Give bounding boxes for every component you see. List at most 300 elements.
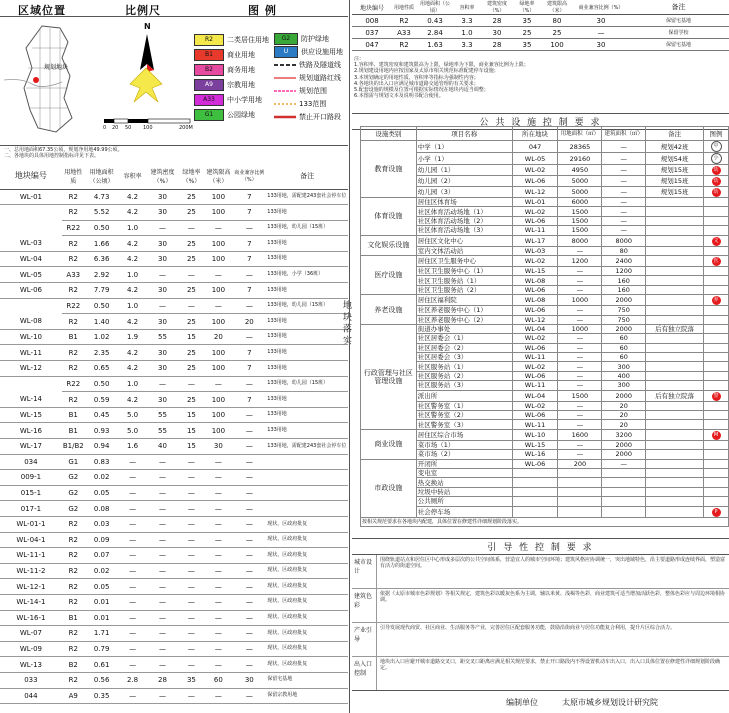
facility-row <box>361 371 729 380</box>
table-cell: 133用地，需配建243套社会停车位 <box>266 189 348 205</box>
table-cell: 30 <box>204 439 232 455</box>
table-cell <box>266 470 348 486</box>
table-cell: 0.02 <box>85 470 119 486</box>
table-cell: 0.50 <box>85 220 119 236</box>
table-row <box>0 532 348 548</box>
facility-legend-cell <box>704 315 729 324</box>
facility-row <box>361 450 729 459</box>
table-cell <box>0 220 62 236</box>
table-cell: 0.93 <box>85 423 119 439</box>
facility-cell: 变电室 <box>416 468 512 477</box>
facility-legend-cell <box>704 266 729 275</box>
table-cell: B1 <box>62 423 85 439</box>
table-cell: R2 <box>62 345 85 361</box>
facility-cell: 规划54班 <box>646 153 704 165</box>
table-cell: 0.09 <box>85 532 119 548</box>
table-cell: 015-1 <box>0 485 62 501</box>
facility-cell <box>646 246 704 255</box>
table-cell: 4.2 <box>119 345 147 361</box>
facility-cell: — <box>602 165 646 176</box>
table-cell: 28 <box>480 39 514 51</box>
facility-cell <box>646 381 704 390</box>
table-cell: 0.05 <box>85 579 119 595</box>
guidance-text: 依据《太原市城市色彩规划》等相关规定，建筑色彩以暖灰色系为主调，辅以米黄、浅褐等色彩，商业建筑可适当增加活跃色彩，整体色彩应与周边环境相协调。 <box>380 591 726 604</box>
facility-cell: 菜市场（1） <box>416 440 512 449</box>
legend-swatch: R2 <box>194 34 224 46</box>
column-header: 备注 <box>646 127 704 141</box>
table-cell: 0.43 <box>416 15 454 27</box>
table-cell: — <box>147 548 179 564</box>
table-cell: 047 <box>352 39 392 51</box>
table-cell: — <box>204 563 232 579</box>
table-cell: 现状，区政府批复 <box>266 516 348 532</box>
facility-legend-cell <box>704 343 729 352</box>
facility-cell: — <box>602 141 646 153</box>
land-table-grid <box>0 163 348 704</box>
facility-cell <box>602 487 646 496</box>
legend-title: 图 例 <box>248 4 277 17</box>
facility-cell: 社区警务室（2） <box>416 411 512 420</box>
facility-cell: WL-03 <box>512 246 558 255</box>
legend-item <box>274 97 348 110</box>
table-cell: 1.9 <box>119 329 147 345</box>
table-row <box>0 626 348 642</box>
column-header: 建筑面积（㎡） <box>602 127 646 141</box>
facility-row <box>361 362 729 371</box>
top-table <box>352 0 729 51</box>
table-cell: 4.2 <box>119 205 147 221</box>
facility-category: 市政设施 <box>361 459 417 517</box>
facility-row <box>361 334 729 343</box>
facility-cell <box>646 429 704 440</box>
table-cell: 40 <box>147 439 179 455</box>
legend-item <box>194 77 272 92</box>
table-cell: — <box>232 439 266 455</box>
facility-row <box>361 266 729 275</box>
facility-cell: WL-04 <box>512 324 558 333</box>
facility-legend-cell <box>704 306 729 315</box>
facilities-table <box>360 126 729 527</box>
facility-row <box>361 207 729 216</box>
legend-swatch: B1 <box>194 49 224 61</box>
table-cell: 1.6 <box>119 439 147 455</box>
table-cell: 7 <box>232 361 266 377</box>
table-cell: — <box>232 548 266 564</box>
column-header: 项目名称 <box>416 127 512 141</box>
guidance-section <box>352 555 729 589</box>
facility-cell: 小学（1） <box>416 153 512 165</box>
table-cell: 133用地 <box>266 392 348 408</box>
facility-legend-cell <box>704 468 729 477</box>
facility-row <box>361 176 729 187</box>
facility-cell: 社区居委会（2） <box>416 343 512 352</box>
facility-category: 行政管理与社区管理设施 <box>361 324 417 429</box>
facility-legend-cell <box>704 198 729 207</box>
table-cell: 100 <box>540 39 574 51</box>
legend-item <box>194 32 272 47</box>
table-cell: WL-08 <box>0 314 62 330</box>
legend-swatch: G1 <box>194 109 224 121</box>
facility-cell: 3200 <box>602 429 646 440</box>
facility-cell: — <box>558 450 602 459</box>
north-arrow-icon <box>124 32 170 112</box>
legend-item <box>194 107 272 122</box>
table-cell: R2 <box>62 516 85 532</box>
facility-legend-cell <box>704 506 729 517</box>
table-cell: — <box>178 298 204 314</box>
table-cell: 133用地 <box>266 423 348 439</box>
table-cell: 30 <box>147 205 179 221</box>
area-133-icon <box>274 101 296 107</box>
facility-cell: 2000 <box>602 324 646 333</box>
table-cell: — <box>232 579 266 595</box>
region-map <box>2 18 98 138</box>
table-cell: 35 <box>178 672 204 688</box>
table-cell: — <box>147 267 179 283</box>
facility-row <box>361 255 729 266</box>
facility-cell: WL-06 <box>512 411 558 420</box>
table-cell <box>0 376 62 392</box>
note-line: 二、各地块的具体用地控制指标详见下表。 <box>4 153 100 160</box>
table-cell: 133用地 <box>266 283 348 299</box>
table-cell: 100 <box>204 423 232 439</box>
table-cell: — <box>178 516 204 532</box>
facility-cell: 规划15班 <box>646 187 704 198</box>
table-cell: 100 <box>204 205 232 221</box>
table-cell: 0.61 <box>85 657 119 673</box>
facility-cell <box>602 506 646 517</box>
table-cell: — <box>147 532 179 548</box>
legend-item <box>194 92 272 107</box>
table-cell: 20 <box>232 314 266 330</box>
facility-cell: 2000 <box>602 295 646 306</box>
table-cell <box>266 454 348 470</box>
table-cell: — <box>178 376 204 392</box>
facility-legend-cell <box>704 207 729 216</box>
table-cell: — <box>204 220 232 236</box>
table-cell: — <box>147 501 179 517</box>
facility-row <box>361 401 729 410</box>
table-cell: 100 <box>204 283 232 299</box>
facility-legend-cell <box>704 235 729 246</box>
column-header: 设施类别 <box>361 127 417 141</box>
table-cell: WL-04 <box>0 251 62 267</box>
table-cell: — <box>232 267 266 283</box>
table-cell: — <box>178 641 204 657</box>
facility-cell: 社区养老服务中心（2） <box>416 315 512 324</box>
table-cell: 7 <box>232 205 266 221</box>
table-cell: 现状，区政府批复 <box>266 610 348 626</box>
table-cell: — <box>204 641 232 657</box>
table-cell: 133用地 <box>266 251 348 267</box>
table-cell: 2.84 <box>416 27 454 39</box>
north-label: N <box>144 22 151 31</box>
facility-row <box>361 165 729 176</box>
facility-cell <box>602 497 646 506</box>
table-cell: WL-05 <box>0 267 62 283</box>
facility-cell: WL-11 <box>512 226 558 235</box>
table-cell: 25 <box>178 345 204 361</box>
table-cell: 25 <box>178 283 204 299</box>
facility-cell <box>646 334 704 343</box>
table-row <box>352 15 729 27</box>
table-cell: 20 <box>204 329 232 345</box>
legend-swatch: A9 <box>194 79 224 91</box>
facility-category: 体育设施 <box>361 198 417 236</box>
table-cell: 1.02 <box>85 329 119 345</box>
table-cell: WL-12 <box>0 361 62 377</box>
column-header: 地块编号 <box>359 4 384 12</box>
facility-legend-cell <box>704 353 729 362</box>
table-cell: 0.94 <box>85 439 119 455</box>
table-cell: R22 <box>62 376 85 392</box>
table-cell: 100 <box>204 361 232 377</box>
facility-cell: 社区警务室（3） <box>416 420 512 429</box>
table-row <box>0 298 348 314</box>
table-cell: 55 <box>147 329 179 345</box>
table-cell: — <box>147 688 179 704</box>
facility-cell <box>512 478 558 487</box>
facilities-side-label: 地 块 落 实 <box>341 300 351 345</box>
table-cell: 30 <box>232 672 266 688</box>
legend-col-1 <box>194 32 272 122</box>
facility-cell: 居住区福利院 <box>416 295 512 306</box>
guidance-text: 围绕轨道站点和居住区中心形成多层次的公共空间体系，营造宜人的城市空间环境；建筑风格应协调统一，突出地域特色，沿主要道路形成连续界面，塑造富有活力的街道空间。 <box>380 557 726 570</box>
table-cell: B1 <box>62 610 85 626</box>
table-row <box>0 485 348 501</box>
table-cell: 4.2 <box>119 283 147 299</box>
table-cell: — <box>119 594 147 610</box>
facility-cell: — <box>558 343 602 352</box>
facility-cell: — <box>602 226 646 235</box>
facility-cell: 750 <box>602 315 646 324</box>
table-cell: — <box>119 532 147 548</box>
table-cell: 15 <box>178 329 204 345</box>
road-red-line-icon <box>274 75 296 81</box>
table-cell: 30 <box>574 15 628 27</box>
table-cell: 133用地 <box>266 329 348 345</box>
facility-cell: 1500 <box>558 216 602 225</box>
table-cell: WL-01 <box>0 189 62 205</box>
facility-cell: 80 <box>602 246 646 255</box>
table-cell: 2.8 <box>119 672 147 688</box>
table-row <box>0 470 348 486</box>
table-row <box>352 27 729 39</box>
column-header: 所在地块 <box>512 127 558 141</box>
facility-cell: — <box>558 276 602 285</box>
table-cell: — <box>119 454 147 470</box>
facility-cell <box>646 285 704 294</box>
facility-cell: 社会停车场 <box>416 506 512 517</box>
facility-row <box>361 198 729 207</box>
legend-label: 商务用地 <box>227 65 255 74</box>
table-cell: — <box>232 454 266 470</box>
legend-item <box>194 62 272 77</box>
table-cell: 35 <box>514 39 540 51</box>
table-cell: — <box>232 563 266 579</box>
table-cell: — <box>232 376 266 392</box>
facility-cell <box>646 450 704 459</box>
table-cell: 100 <box>204 314 232 330</box>
facility-row <box>361 420 729 429</box>
table-cell: WL-06 <box>0 283 62 299</box>
table-cell: R2 <box>62 392 85 408</box>
facility-cell: WL-12 <box>512 315 558 324</box>
facility-row <box>361 285 729 294</box>
legend-item <box>274 110 348 123</box>
table-cell: 现状，区政府批复 <box>266 532 348 548</box>
facility-icon: 中 <box>711 141 722 152</box>
facility-cell: WL-12 <box>512 187 558 198</box>
legend-label: 中小学用地 <box>227 95 262 104</box>
table-cell: — <box>232 626 266 642</box>
guidance-section <box>352 623 729 657</box>
facility-cell: WL-06 <box>512 176 558 187</box>
facility-cell <box>646 315 704 324</box>
facility-cell: 2000 <box>602 390 646 401</box>
facility-cell <box>646 506 704 517</box>
legend-label: 133范围 <box>299 99 327 108</box>
facility-cell: 社区服务站（1） <box>416 362 512 371</box>
table-cell: — <box>232 594 266 610</box>
legend-item <box>274 45 348 58</box>
table-cell: R2 <box>62 236 85 252</box>
facility-cell: 300 <box>602 381 646 390</box>
facility-cell <box>558 506 602 517</box>
table-cell: — <box>147 376 179 392</box>
guidance-text: 地块出入口应避开城市道路交叉口，距交叉口距离应满足相关规范要求，禁止开口路段内不得设置机动车出入口，出入口具体位置在修建性详细规划阶段确定。 <box>380 659 721 672</box>
facility-row <box>361 295 729 306</box>
legend-item <box>194 47 272 62</box>
facility-cell: 社区服务站（2） <box>416 371 512 380</box>
table-cell: 6.36 <box>85 251 119 267</box>
legend-label: 宗教用地 <box>227 80 255 89</box>
scale-label: 20 <box>112 125 119 131</box>
table-cell: — <box>147 563 179 579</box>
note-line: 6.本图需与规划文本及说明书配合使用。 <box>354 93 444 100</box>
legend-label: 禁止开口路段 <box>299 112 341 121</box>
table-cell: 30 <box>480 27 514 39</box>
facility-cell: 幼儿园（1） <box>416 165 512 176</box>
table-cell: 保留宅基地 <box>266 672 348 688</box>
facility-cell: 热交换站 <box>416 478 512 487</box>
table-cell: G1 <box>62 454 85 470</box>
table-cell: R2 <box>62 594 85 610</box>
table-cell: R2 <box>62 563 85 579</box>
table-cell: 100 <box>204 345 232 361</box>
table-cell: 100 <box>204 189 232 205</box>
facility-row <box>361 429 729 440</box>
legend-label: 二类居住用地 <box>227 35 269 44</box>
no-opening-icon <box>274 114 296 120</box>
table-cell: R2 <box>62 672 85 688</box>
facility-cell: 派出所 <box>416 390 512 401</box>
railway-line-icon <box>274 62 296 68</box>
table-cell: 009-1 <box>0 470 62 486</box>
facility-cell: 60 <box>602 343 646 352</box>
table-cell: 25 <box>178 392 204 408</box>
facility-cell <box>646 266 704 275</box>
table-cell: 保留宗教用地 <box>266 688 348 704</box>
facility-cell <box>558 468 602 477</box>
table-cell: WL-12-1 <box>0 579 62 595</box>
facility-legend-cell <box>704 165 729 176</box>
facility-row <box>361 506 729 517</box>
table-cell: — <box>119 610 147 626</box>
facility-row <box>361 235 729 246</box>
facility-cell: 20 <box>602 420 646 429</box>
facility-icon: 警 <box>713 392 719 399</box>
table-cell: 100 <box>204 407 232 423</box>
facility-cell <box>646 371 704 380</box>
table-row <box>0 361 348 377</box>
table-cell: 2.35 <box>85 345 119 361</box>
table-cell: — <box>119 470 147 486</box>
facility-cell: 居住区文化中心 <box>416 235 512 246</box>
table-row <box>0 329 348 345</box>
facility-cell: 社区体育活动场地（3） <box>416 226 512 235</box>
facility-legend-cell <box>704 255 729 266</box>
scale-label: 0 <box>103 125 107 131</box>
facility-cell: 街道办事处 <box>416 324 512 333</box>
guidance-section <box>352 589 729 623</box>
table-cell: R2 <box>62 532 85 548</box>
facility-icon: 小 <box>711 153 722 164</box>
table-row <box>0 392 348 408</box>
table-cell: 现状，区政府批复 <box>266 657 348 673</box>
legend-swatch: G2 <box>274 33 298 45</box>
table-cell: 0.50 <box>85 298 119 314</box>
facility-cell: 居住区体育场 <box>416 198 512 207</box>
table-cell: 133用地，幼儿园（15班） <box>266 376 348 392</box>
table-cell: 30 <box>147 189 179 205</box>
table-cell: 7 <box>232 236 266 252</box>
facility-cell: 1600 <box>558 429 602 440</box>
facility-cell: — <box>558 401 602 410</box>
table-cell: 保留宅基地 <box>628 39 729 51</box>
left-divider <box>0 145 348 146</box>
legend-item <box>274 58 348 71</box>
table-cell <box>0 205 62 221</box>
facility-row <box>361 353 729 362</box>
plan-boundary-icon <box>274 88 296 94</box>
facilities-table-grid <box>360 126 729 527</box>
facility-cell <box>646 411 704 420</box>
facility-cell: WL-06 <box>512 306 558 315</box>
table-row <box>0 251 348 267</box>
table-cell: — <box>147 485 179 501</box>
header-row <box>0 0 348 17</box>
table-cell: WL-04-1 <box>0 532 62 548</box>
table-row <box>0 283 348 299</box>
table-cell: — <box>232 657 266 673</box>
table-cell: 25 <box>178 205 204 221</box>
table-cell: G2 <box>62 501 85 517</box>
facility-row <box>361 478 729 487</box>
facility-cell: 居住区综合市场 <box>416 429 512 440</box>
table-cell: 7 <box>232 189 266 205</box>
table-cell: — <box>147 641 179 657</box>
table-cell: 017-1 <box>0 501 62 517</box>
facility-cell: — <box>602 176 646 187</box>
table-cell: WL-14 <box>0 392 62 408</box>
table-row <box>0 454 348 470</box>
facilities-title: 公 共 设 施 控 制 要 求 <box>352 113 729 130</box>
facility-note: 按相关规范要求在各地块内配建，具体位置在修建性详细规划阶段落实。 <box>361 517 729 526</box>
facilities-body <box>361 141 729 527</box>
facility-cell: — <box>602 153 646 165</box>
table-cell: 7 <box>232 283 266 299</box>
